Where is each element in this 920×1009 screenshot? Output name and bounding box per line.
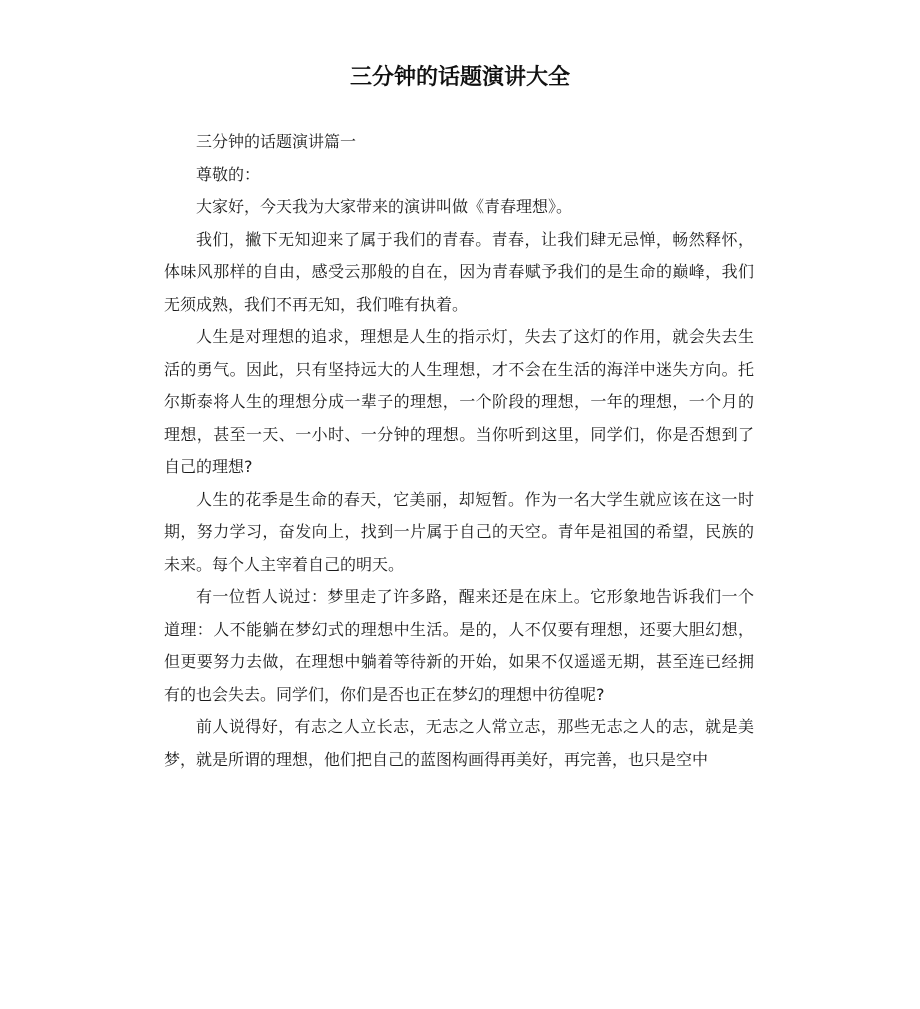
paragraph: 我们，撇下无知迎来了属于我们的青春。青春，让我们肆无忌惮，畅然释怀，体味风那样的自由，感受云那般的自在，因为青春赋予我们的是生命的巅峰，我们无须成熟，我们不再无知，我们唯有执着。 [164, 229, 754, 314]
paragraph-salutation: 尊敬的： [196, 164, 261, 184]
paragraph: 人生是对理想的追求，理想是人生的指示灯，失去了这灯的作用，就会失去生活的勇气。因此，只有坚持远大的人生理想，才不会在生活的海洋中迷失方向。托尔斯泰将人生的理想分成一辈子的理想，一个阶段的理想，一年的理想，一个月的理想，甚至一天、一小时、一分钟的理想。当你听到这里，同学们，你是否想到了自己的理想? [164, 327, 754, 476]
paragraph: 有一位哲人说过：梦里走了许多路，醒来还是在床上。它形象地告诉我们一个道理：人不能躺在梦幻式的理想中生活。是的，人不仅要有理想，还要大胆幻想，但更要努力去做，在理想中躺着等待新的开始，如果不仅遥遥无期，甚至连已经拥有的也会失去。同学们，你们是否也正在梦幻的理想中彷徨呢? [164, 587, 754, 704]
document-body [164, 126, 754, 776]
paragraph-greeting: 大家好，今天我为大家带来的演讲叫做《青春理想》。 [196, 197, 573, 216]
paragraph: 前人说得好，有志之人立长志，无志之人常立志，那些无志之人的志，就是美梦，就是所谓的理想，他们把自己的蓝图构画得再美好，再完善，也只是空中 [164, 717, 754, 769]
paragraph: 人生的花季是生命的春天，它美丽，却短暂。作为一名大学生就应该在这一时期，努力学习，奋发向上，找到一片属于自己的天空。青年是祖国的希望，民族的未来。每个人主宰着自己的明天。 [164, 489, 754, 574]
paragraph-heading: 三分钟的话题演讲篇一 [196, 132, 357, 151]
document-title: 三分钟的话题演讲大全 [349, 65, 570, 90]
